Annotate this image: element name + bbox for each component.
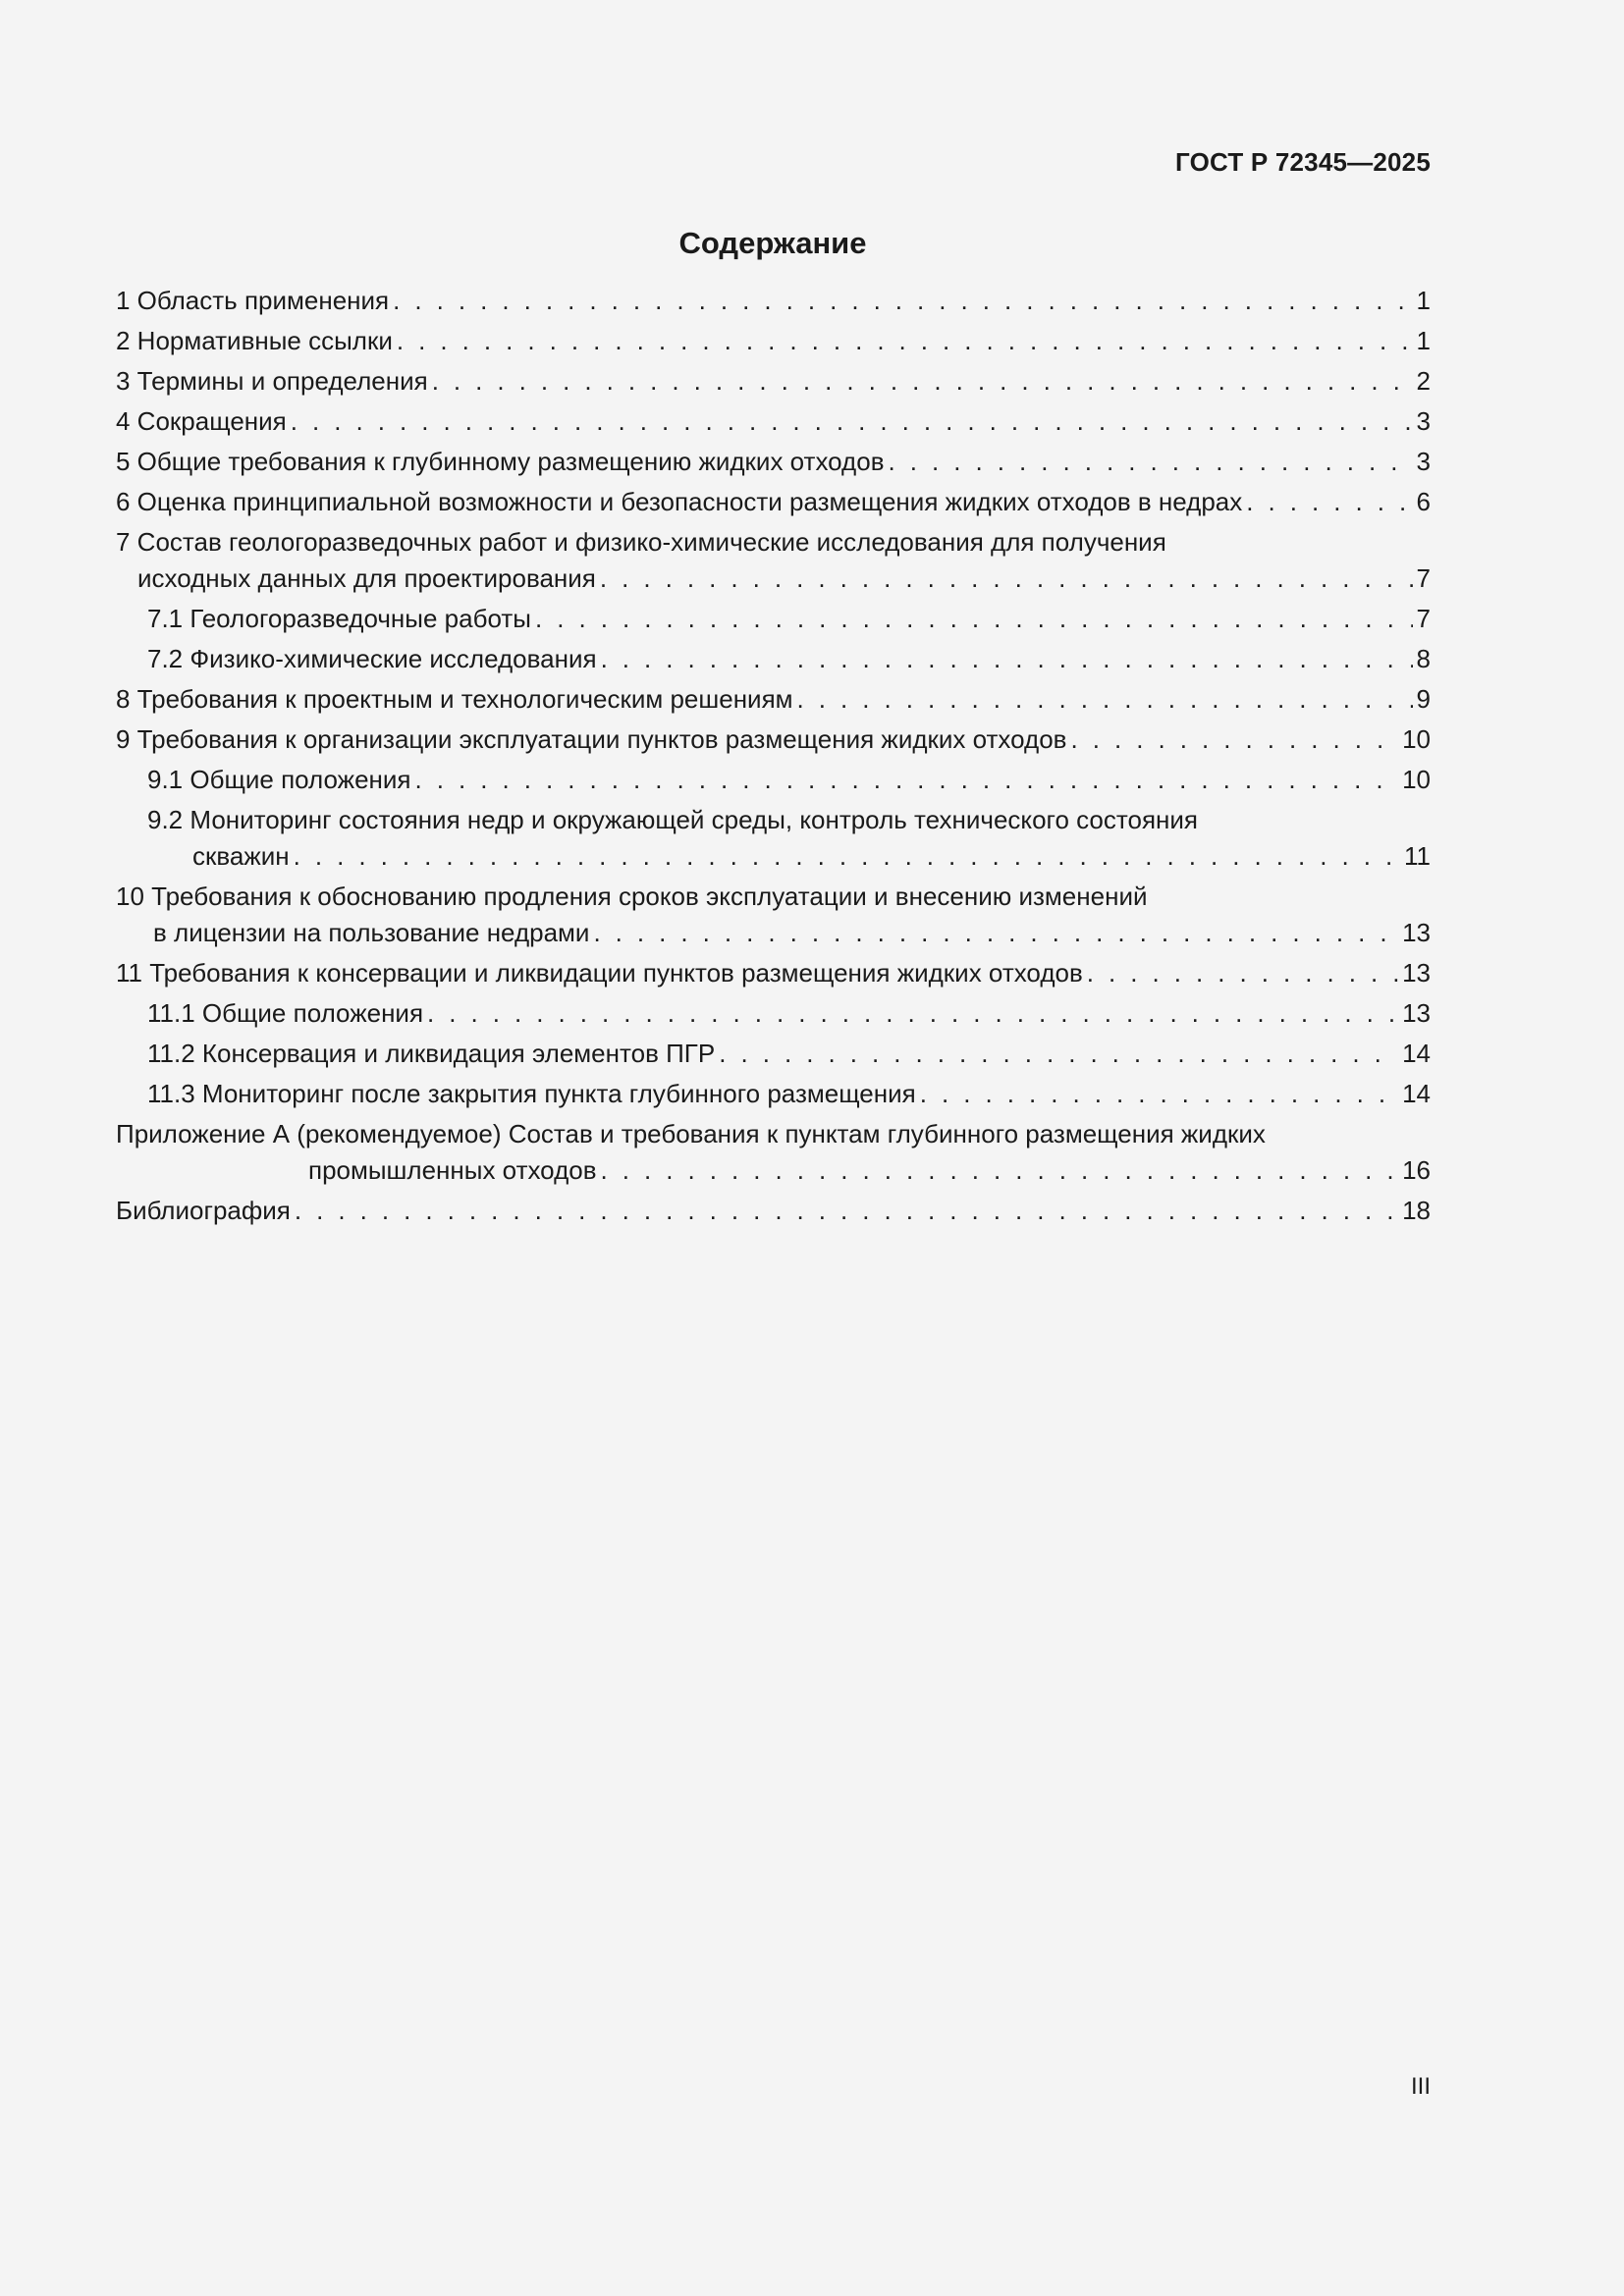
toc-entry-first-line: Приложение А (рекомендуемое) Состав и требования к пунктам глубинного размещения жидких (116, 1119, 1266, 1148)
toc-entry-11-2[interactable] (116, 1036, 1431, 1072)
toc-entry-6[interactable] (116, 484, 1431, 520)
toc-entry-page: 6 (1416, 487, 1431, 516)
toc-entry-text: 3 Термины и определения (116, 366, 428, 396)
toc-entry-text: 9 Требования к организации эксплуатации пунктов размещения жидких отходов (116, 724, 1067, 754)
toc-entry-1[interactable] (116, 283, 1431, 319)
toc-entry-text: 11 Требования к консервации и ликвидации пунктов размещения жидких отходов (116, 958, 1083, 988)
toc-entry-text: 11.3 Мониторинг после закрытия пункта глубинного размещения (147, 1079, 916, 1108)
toc-entry-text: 9.1 Общие положения (147, 765, 411, 794)
toc-entry-page: 1 (1416, 286, 1431, 315)
toc-entry-page: 18 (1402, 1196, 1431, 1225)
table-of-contents (116, 283, 1431, 1233)
toc-entry-text: 6 Оценка принципиальной возможности и безопасности размещения жидких отходов в недрах (116, 487, 1243, 516)
toc-entry-page: 13 (1402, 918, 1431, 947)
toc-entry-9-2[interactable] (116, 802, 1431, 875)
toc-entry-page: 2 (1416, 366, 1431, 396)
toc-entry-page: 16 (1402, 1155, 1431, 1185)
toc-entry-page: 11 (1404, 841, 1431, 871)
toc-entry-4[interactable] (116, 403, 1431, 440)
toc-entry-text: 11.2 Консервация и ликвидация элементов ПГР (147, 1039, 716, 1068)
toc-entry-text: в лицензии на пользование недрами (153, 918, 590, 947)
toc-entry-text: промышленных отходов (308, 1155, 597, 1185)
toc-entry-text: 7.1 Геологоразведочные работы (147, 604, 531, 633)
toc-entry-bibliography[interactable] (116, 1193, 1431, 1229)
toc-entry-7[interactable] (116, 524, 1431, 597)
toc-entry-text: Библиография (116, 1196, 291, 1225)
toc-entry-page: 7 (1416, 604, 1431, 633)
toc-entry-page: 1 (1416, 326, 1431, 355)
toc-entry-text: 1 Область применения (116, 286, 390, 315)
toc-entry-page: 13 (1402, 958, 1431, 988)
toc-entry-text: 4 Сокращения (116, 406, 287, 436)
toc-entry-first-line: 10 Требования к обоснованию продления сроков эксплуатации и внесению изменений (116, 881, 1148, 911)
toc-entry-8[interactable] (116, 681, 1431, 718)
toc-entry-page: 14 (1402, 1039, 1431, 1068)
toc-entry-page: 10 (1402, 765, 1431, 794)
toc-title: Содержание (678, 226, 867, 260)
toc-entry-10[interactable] (116, 879, 1431, 951)
toc-entry-9[interactable] (116, 721, 1431, 758)
toc-entry-9-1[interactable] (116, 762, 1431, 798)
toc-entry-text: 11.1 Общие положения (147, 998, 424, 1028)
toc-entry-page: 3 (1416, 447, 1431, 476)
toc-entry-text: 7.2 Физико-химические исследования (147, 644, 597, 673)
toc-entry-page: 7 (1416, 563, 1431, 593)
toc-entry-7-1[interactable] (116, 601, 1431, 637)
toc-entry-page: 3 (1416, 406, 1431, 436)
toc-entry-page: 9 (1416, 684, 1431, 714)
toc-entry-11[interactable] (116, 955, 1431, 991)
toc-entry-11-3[interactable] (116, 1076, 1431, 1112)
toc-entry-text: исходных данных для проектирования (137, 563, 596, 593)
toc-entry-text: 2 Нормативные ссылки (116, 326, 393, 355)
toc-entry-5[interactable] (116, 444, 1431, 480)
toc-entry-text: скважин (192, 841, 290, 871)
toc-entry-page: 14 (1402, 1079, 1431, 1108)
toc-entry-2[interactable] (116, 323, 1431, 359)
toc-entry-page: 10 (1402, 724, 1431, 754)
toc-entry-first-line: 7 Состав геологоразведочных работ и физико-химические исследования для получения (116, 527, 1166, 557)
toc-entry-7-2[interactable] (116, 641, 1431, 677)
toc-entry-3[interactable] (116, 363, 1431, 400)
toc-entry-text: 8 Требования к проектным и технологическим решениям (116, 684, 793, 714)
toc-entry-text: 5 Общие требования к глубинному размещению жидких отходов (116, 447, 885, 476)
toc-entry-first-line: 9.2 Мониторинг состояния недр и окружающей среды, контроль технического состояния (147, 805, 1198, 834)
toc-entry-appendix-a[interactable] (116, 1116, 1431, 1189)
toc-entry-page: 13 (1402, 998, 1431, 1028)
page-number: III (1410, 2073, 1431, 2100)
document-header: ГОСТ Р 72345—2025 (1175, 147, 1431, 177)
toc-entry-11-1[interactable] (116, 995, 1431, 1032)
toc-entry-page: 8 (1416, 644, 1431, 673)
